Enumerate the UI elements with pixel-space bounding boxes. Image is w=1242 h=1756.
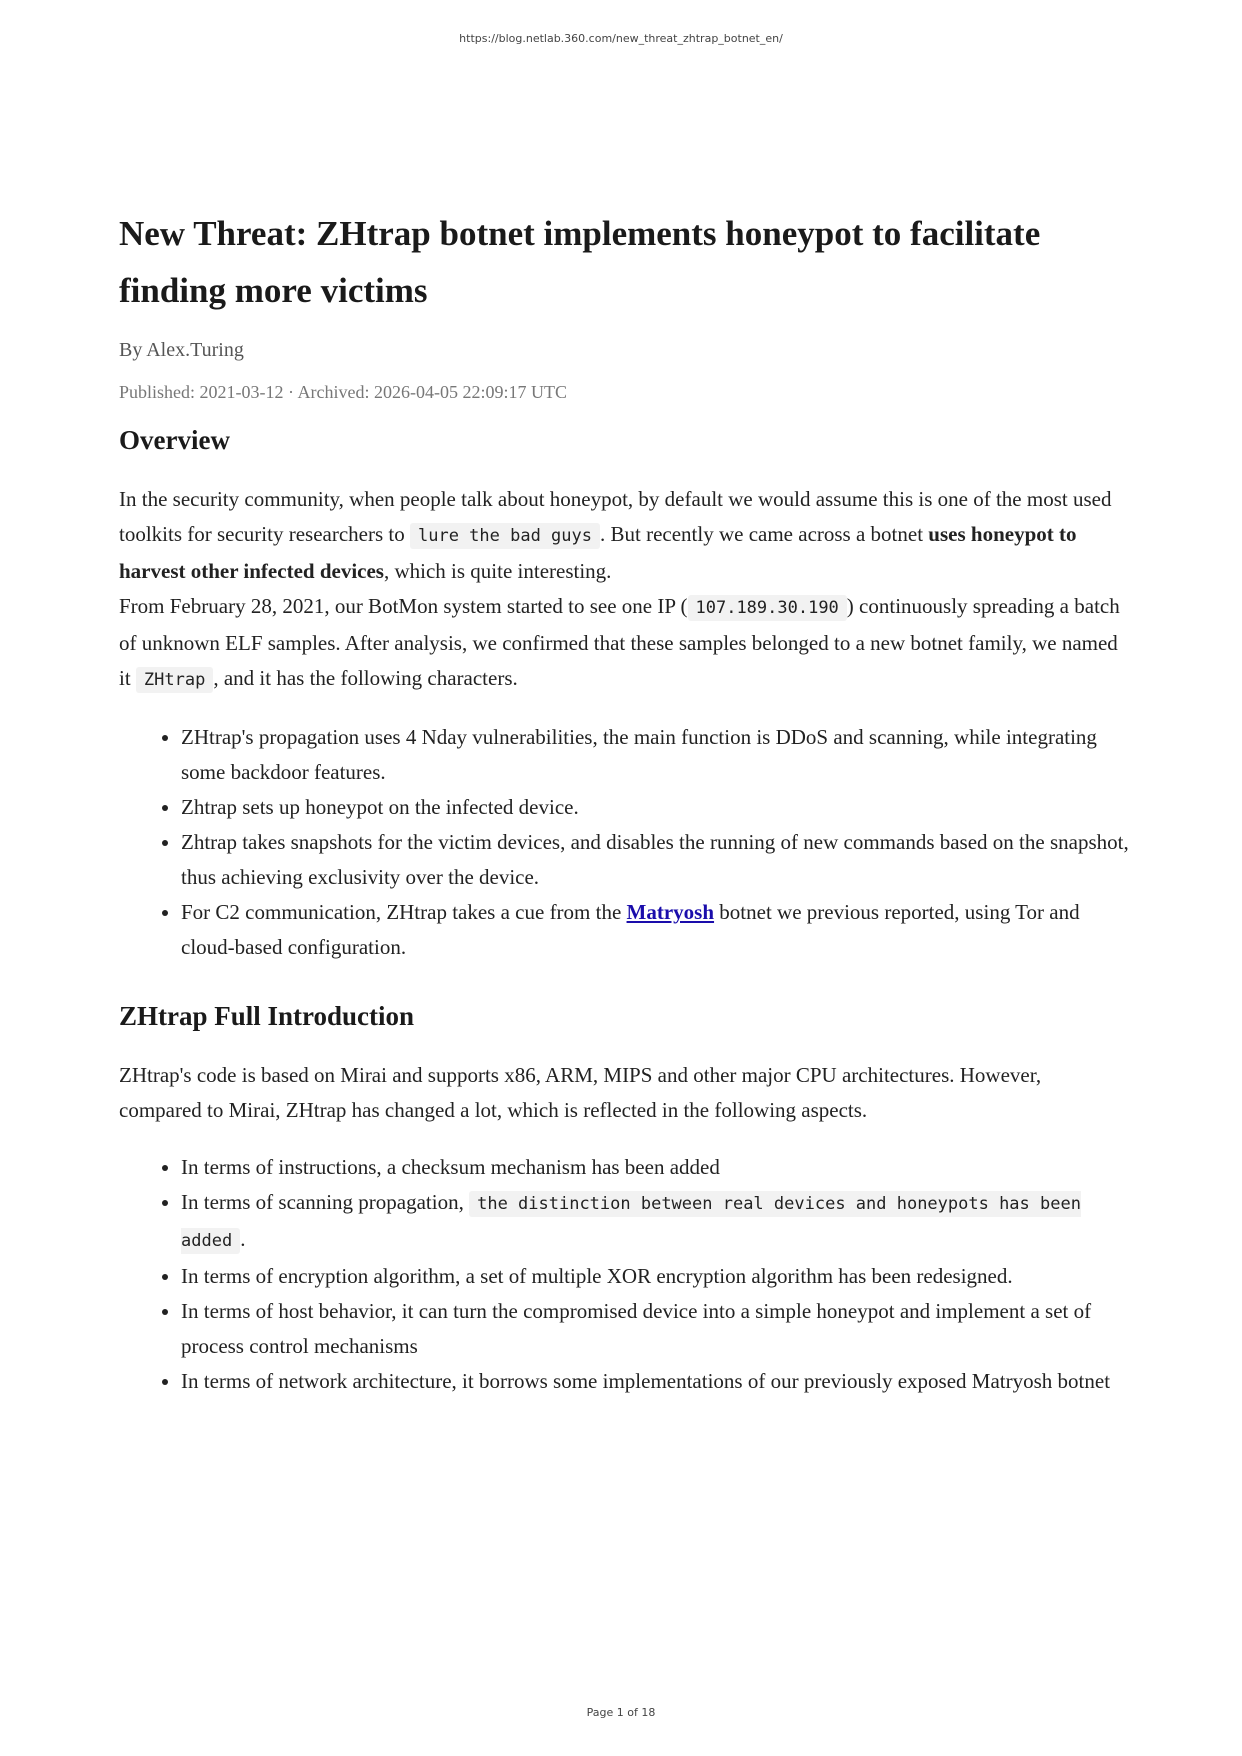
bold-text: uses honeypot to harvest other infected devices	[119, 522, 1077, 583]
intro-heading: ZHtrap Full Introduction	[119, 1001, 415, 1031]
list-item: • In terms of network architecture, it borrows some implementations of our previously exposed Matryosh botnet	[181, 1364, 1129, 1399]
text: ) continuously spreading a batch of unknown ELF samples. After analysis, we confirmed that these samples belonged to a new botnet family, we named it	[119, 594, 1120, 690]
list-item: • Zhtrap takes snapshots for the victim devices, and disables the running of new commands based on the snapshot, thus achieving exclusivity over the device.	[181, 825, 1129, 895]
publish-meta: Published: 2021-03-12 · Archived: 2026-04-05 22:09:17 UTC	[119, 382, 567, 402]
overview-paragraph-2	[119, 589, 1129, 698]
inline-code: lure the bad guys	[410, 523, 600, 549]
list-item: • In terms of host behavior, it can turn the compromised device into a simple honeypot and implement a set of process control mechanisms	[181, 1294, 1129, 1364]
list-item: • In terms of encryption algorithm, a set of multiple XOR encryption algorithm has been redesigned.	[181, 1259, 1129, 1294]
list-item: • ZHtrap's propagation uses 4 Nday vulnerabilities, the main function is DDoS and scanning, while integrating some backdoor features.	[181, 720, 1129, 790]
text: , which is quite interesting.	[383, 559, 612, 583]
list-item: • Zhtrap sets up honeypot on the infected device.	[181, 790, 1129, 825]
article	[119, 205, 1129, 1399]
matryosh-link[interactable]: Matryosh	[626, 900, 715, 924]
list-item	[181, 895, 1129, 965]
list-item	[181, 1185, 1129, 1259]
intro-paragraph: ZHtrap's code is based on Mirai and supports x86, ARM, MIPS and other major CPU architectures. However, compared to Mirai, ZHtrap has changed a lot, which is reflected in the following aspects.	[119, 1063, 1042, 1122]
intro-list	[119, 1150, 1129, 1399]
overview-paragraph-1	[119, 482, 1129, 589]
list-item: • In terms of instructions, a checksum mechanism has been added	[181, 1150, 1129, 1185]
overview-heading: Overview	[119, 425, 230, 455]
text: .	[240, 1227, 246, 1251]
text: For C2 communication, ZHtrap takes a cue from the	[181, 900, 627, 924]
article-title: New Threat: ZHtrap botnet implements honeypot to facilitate finding more victims	[119, 214, 1041, 310]
inline-code: the distinction between real devices and honeypots has been added	[181, 1191, 1081, 1254]
byline: By Alex.Turing	[119, 339, 244, 361]
text: , and it has the following characters.	[213, 666, 518, 690]
text: In the security community, when people talk about honeypot, by default we would assume this is one of the most used toolkits for security researchers to	[119, 487, 1112, 546]
page-number: Page 1 of 18	[586, 1706, 656, 1719]
overview-list	[119, 720, 1129, 965]
text: From February 28, 2021, our BotMon system started to see one IP (	[119, 594, 688, 618]
inline-code: ZHtrap	[136, 667, 213, 693]
text: . But recently we came across a botnet	[600, 522, 929, 546]
text: In terms of scanning propagation,	[181, 1190, 470, 1214]
page-url: https://blog.netlab.360.com/new_threat_zhtrap_botnet_en/	[459, 32, 783, 45]
inline-code: 107.189.30.190	[688, 595, 847, 621]
text: botnet we previous reported, using Tor and cloud-based configuration.	[181, 900, 1080, 959]
